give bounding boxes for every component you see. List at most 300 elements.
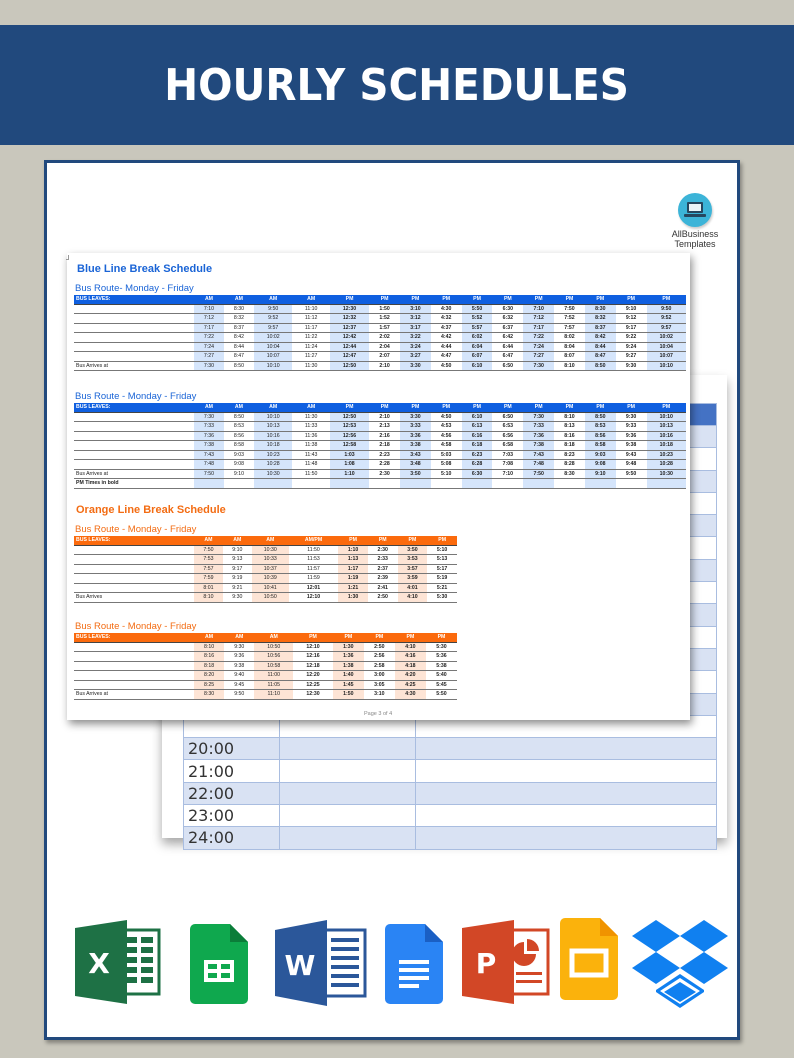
period-header: PM xyxy=(426,633,457,642)
time-cell: 9:17 xyxy=(616,323,647,333)
period-header: PM xyxy=(492,295,523,304)
time-cell: 9:52 xyxy=(254,314,293,324)
time-cell: 2:39 xyxy=(368,574,398,584)
row-label xyxy=(74,450,194,460)
schedule-row xyxy=(74,583,457,593)
time-cell: 7:50 xyxy=(194,545,223,555)
brand-logo[interactable] xyxy=(664,193,726,249)
time-cell: 7:30 xyxy=(194,412,224,422)
time-cell: 10:07 xyxy=(254,352,293,362)
period-header: PM xyxy=(293,633,333,642)
time-cell: 9:50 xyxy=(616,469,647,479)
schedule-row xyxy=(74,361,686,371)
time-cell: 9:50 xyxy=(224,690,254,700)
time-cell: 3:33 xyxy=(400,422,431,432)
time-cell: 9:50 xyxy=(647,304,686,314)
period-header: AM xyxy=(224,633,254,642)
time-cell: 6:13 xyxy=(462,422,493,432)
blue-route2-table xyxy=(74,403,686,489)
time-cell: 8:32 xyxy=(224,314,254,324)
time-cell: 8:56 xyxy=(224,431,254,441)
time-cell: 5:19 xyxy=(427,574,457,584)
time-cell: 9:48 xyxy=(616,460,647,470)
brand-line1: AllBusiness xyxy=(671,229,719,239)
time-cell: 9:08 xyxy=(224,460,254,470)
time-cell: 2:37 xyxy=(368,564,398,574)
time-cell: 9:43 xyxy=(616,450,647,460)
time-cell: 12:56 xyxy=(330,431,369,441)
schedule-cell[interactable] xyxy=(416,827,717,849)
svg-text:X: X xyxy=(88,947,110,980)
time-cell: 5:38 xyxy=(426,661,457,671)
time-cell: 11:12 xyxy=(292,314,329,324)
time-cell: 6:07 xyxy=(462,352,493,362)
period-header: PM xyxy=(333,633,364,642)
google-slides-icon[interactable] xyxy=(560,918,618,1000)
period-header: PM xyxy=(330,295,369,304)
period-header: PM xyxy=(398,536,428,545)
time-cell xyxy=(647,479,686,489)
word-icon[interactable] xyxy=(275,920,367,1006)
time-cell: 10:37 xyxy=(252,564,289,574)
time-cell: 6:16 xyxy=(462,431,493,441)
time-cell: 8:04 xyxy=(554,342,585,352)
schedule-row xyxy=(74,342,686,352)
time-cell: 2:41 xyxy=(368,583,398,593)
period-header: AM/PM xyxy=(289,536,338,545)
time-cell: 10:50 xyxy=(254,642,293,652)
row-label xyxy=(74,661,194,671)
time-cell: 3:43 xyxy=(400,450,431,460)
time-cell: 4:50 xyxy=(431,412,462,422)
time-cell: 8:10 xyxy=(194,642,224,652)
time-cell: 3:17 xyxy=(400,323,431,333)
page-number: Page 3 of 4 xyxy=(364,711,393,717)
row-label xyxy=(74,555,194,565)
time-cell[interactable]: 23:00 xyxy=(184,805,280,827)
time-cell: 12:47 xyxy=(330,352,369,362)
time-cell: 5:13 xyxy=(427,555,457,565)
schedule-row xyxy=(74,652,457,662)
time-cell: 2:13 xyxy=(369,422,400,432)
schedule-cell[interactable] xyxy=(416,738,717,760)
time-cell: 9:52 xyxy=(647,314,686,324)
time-cell: 10:07 xyxy=(647,352,686,362)
time-cell: 5:17 xyxy=(427,564,457,574)
excel-icon[interactable] xyxy=(75,920,161,1004)
time-cell: 12:30 xyxy=(293,690,333,700)
time-cell: 7:36 xyxy=(194,431,224,441)
time-cell: 9:10 xyxy=(616,304,647,314)
time-cell: 3:59 xyxy=(398,574,428,584)
google-sheets-icon[interactable] xyxy=(190,924,250,1004)
bus-leaves-label: BUS LEAVES: xyxy=(74,536,194,545)
time-cell: 8:30 xyxy=(585,304,616,314)
time-cell: 2:02 xyxy=(369,333,400,343)
time-cell xyxy=(492,479,523,489)
row-label xyxy=(74,314,194,324)
time-cell: 4:18 xyxy=(395,661,426,671)
schedule-row xyxy=(74,460,686,470)
time-cell: 10:04 xyxy=(647,342,686,352)
time-cell: 6:18 xyxy=(462,441,493,451)
time-cell: 10:50 xyxy=(252,593,289,603)
period-header: PM xyxy=(616,403,647,412)
time-cell: 10:02 xyxy=(647,333,686,343)
period-header: AM xyxy=(223,536,252,545)
time-cell: 6:10 xyxy=(462,361,493,371)
time-cell: 8:10 xyxy=(554,361,585,371)
time-cell: 5:40 xyxy=(426,671,457,681)
row-label xyxy=(74,352,194,362)
time-cell: 12:16 xyxy=(293,652,333,662)
schedule-row xyxy=(74,323,686,333)
time-cell: 3:50 xyxy=(398,545,428,555)
time-cell: 6:02 xyxy=(462,333,493,343)
schedule-row xyxy=(74,431,686,441)
time-cell: 8:25 xyxy=(194,680,224,690)
hourly-row xyxy=(184,782,717,804)
time-cell: 12:10 xyxy=(293,642,333,652)
svg-text:P: P xyxy=(475,947,497,980)
time-cell: 10:33 xyxy=(252,555,289,565)
time-cell: 7:10 xyxy=(523,304,554,314)
time-cell: 2:30 xyxy=(368,545,398,555)
time-cell: 7:10 xyxy=(492,469,523,479)
time-cell: 6:10 xyxy=(462,412,493,422)
row-label xyxy=(74,652,194,662)
schedule-cell[interactable] xyxy=(280,805,416,827)
time-cell: 7:50 xyxy=(523,469,554,479)
time-cell: 3:12 xyxy=(400,314,431,324)
brand-name xyxy=(664,229,726,249)
time-cell: 7:24 xyxy=(194,342,224,352)
row-label xyxy=(74,342,194,352)
time-cell: 6:32 xyxy=(492,314,523,324)
row-label xyxy=(74,642,194,652)
row-label xyxy=(74,431,194,441)
time-cell: 6:53 xyxy=(492,422,523,432)
orange-route1-table xyxy=(74,536,457,603)
schedule-cell[interactable] xyxy=(280,782,416,804)
time-cell: 2:58 xyxy=(364,661,395,671)
schedule-header-row xyxy=(74,633,457,642)
time-cell: 6:28 xyxy=(462,460,493,470)
time-cell: 8:50 xyxy=(224,412,254,422)
time-cell xyxy=(369,479,400,489)
schedule-row xyxy=(74,671,457,681)
time-cell: 11:50 xyxy=(292,469,329,479)
schedule-cell[interactable] xyxy=(416,805,717,827)
time-cell: 5:30 xyxy=(426,642,457,652)
time-cell: 10:56 xyxy=(254,652,293,662)
schedule-cell[interactable] xyxy=(416,782,717,804)
time-cell: 4:20 xyxy=(395,671,426,681)
period-header: AM xyxy=(254,295,293,304)
time-cell: 7:38 xyxy=(523,441,554,451)
time-cell: 7:48 xyxy=(523,460,554,470)
period-header: PM xyxy=(647,295,686,304)
period-header: PM xyxy=(427,536,457,545)
time-cell: 10:16 xyxy=(254,431,293,441)
time-cell: 3:30 xyxy=(400,361,431,371)
time-cell: 3:38 xyxy=(400,441,431,451)
time-cell: 10:02 xyxy=(254,333,293,343)
time-cell: 11:38 xyxy=(292,441,329,451)
time-cell: 6:42 xyxy=(492,333,523,343)
time-cell: 10:41 xyxy=(252,583,289,593)
period-header: PM xyxy=(400,295,431,304)
time-cell: 12:18 xyxy=(293,661,333,671)
time-cell: 12:37 xyxy=(330,323,369,333)
laptop-icon xyxy=(678,193,712,227)
time-cell: 1:13 xyxy=(338,555,368,565)
time-cell[interactable]: 21:00 xyxy=(184,760,280,782)
time-cell: 8:50 xyxy=(585,361,616,371)
period-header: AM xyxy=(194,633,224,642)
time-cell: 2:30 xyxy=(369,469,400,479)
time-cell: 7:59 xyxy=(194,574,223,584)
row-label xyxy=(74,460,194,470)
schedule-header-row xyxy=(74,536,457,545)
time-cell: 3:57 xyxy=(398,564,428,574)
time-cell: 2:28 xyxy=(369,460,400,470)
time-cell: 8:58 xyxy=(224,441,254,451)
time-cell: 2:07 xyxy=(369,352,400,362)
time-cell xyxy=(554,479,585,489)
time-cell: 2:10 xyxy=(369,361,400,371)
time-cell: 9:03 xyxy=(585,450,616,460)
time-cell: 6:37 xyxy=(492,323,523,333)
time-cell: 6:50 xyxy=(492,361,523,371)
time-cell: 7:27 xyxy=(194,352,224,362)
time-cell: 9:10 xyxy=(585,469,616,479)
time-cell[interactable]: 24:00 xyxy=(184,827,280,849)
row-label xyxy=(74,412,194,422)
time-cell: 6:23 xyxy=(462,450,493,460)
schedule-cell[interactable] xyxy=(416,760,717,782)
time-cell: 1:40 xyxy=(333,671,364,681)
time-cell: 10:13 xyxy=(254,422,293,432)
time-cell: 11:10 xyxy=(292,304,329,314)
time-cell: 2:04 xyxy=(369,342,400,352)
time-cell: 8:30 xyxy=(554,469,585,479)
orange-route2-table xyxy=(74,633,457,700)
time-cell xyxy=(194,479,224,489)
row-label xyxy=(74,441,194,451)
time-cell: 4:32 xyxy=(431,314,462,324)
bus-leaves-label: BUS LEAVES: xyxy=(74,403,194,412)
schedule-header-row xyxy=(74,295,686,304)
time-cell: 8:53 xyxy=(585,422,616,432)
time-cell: 3:05 xyxy=(364,680,395,690)
time-cell: 2:50 xyxy=(364,642,395,652)
time-cell: 8:47 xyxy=(224,352,254,362)
time-cell: 8:10 xyxy=(554,412,585,422)
schedule-row xyxy=(74,412,686,422)
time-cell: 7:38 xyxy=(194,441,224,451)
time-cell: 4:42 xyxy=(431,333,462,343)
row-label: Bus Arrives at xyxy=(74,361,194,371)
time-cell: 6:44 xyxy=(492,342,523,352)
row-label xyxy=(74,323,194,333)
time-cell: 10:18 xyxy=(254,441,293,451)
format-icons-row xyxy=(72,918,732,1008)
time-cell: 9:13 xyxy=(223,555,252,565)
google-docs-icon[interactable] xyxy=(385,924,445,1004)
time-cell xyxy=(224,479,254,489)
time-cell: 3:10 xyxy=(364,690,395,700)
time-cell: 4:10 xyxy=(398,593,428,603)
time-cell: 4:16 xyxy=(395,652,426,662)
period-header: PM xyxy=(492,403,523,412)
schedule-header-row xyxy=(74,403,686,412)
time-cell: 12:30 xyxy=(330,304,369,314)
time-cell: 4:37 xyxy=(431,323,462,333)
schedule-row xyxy=(74,574,457,584)
row-label: PM Times in bold xyxy=(74,479,194,489)
blue-route1-subtitle: Bus Route- Monday - Friday xyxy=(75,283,194,294)
period-header: AM xyxy=(194,403,224,412)
time-cell: 7:43 xyxy=(523,450,554,460)
time-cell: 9:03 xyxy=(224,450,254,460)
time-cell: 8:07 xyxy=(554,352,585,362)
time-cell: 8:50 xyxy=(585,412,616,422)
time-cell: 4:25 xyxy=(395,680,426,690)
time-cell: 2:50 xyxy=(368,593,398,603)
time-cell: 8:37 xyxy=(224,323,254,333)
time-cell: 1:50 xyxy=(333,690,364,700)
orange-line-title: Orange Line Break Schedule xyxy=(76,504,226,516)
time-cell: 7:57 xyxy=(554,323,585,333)
time-cell: 9:10 xyxy=(224,469,254,479)
time-cell: 11:33 xyxy=(292,422,329,432)
time-cell: 9:27 xyxy=(616,352,647,362)
time-cell: 10:04 xyxy=(254,342,293,352)
period-header: PM xyxy=(364,633,395,642)
time-cell: 12:20 xyxy=(293,671,333,681)
schedule-row xyxy=(74,642,457,652)
schedule-row xyxy=(74,661,457,671)
time-cell: 10:10 xyxy=(254,361,293,371)
time-cell: 4:44 xyxy=(431,342,462,352)
time-cell: 3:27 xyxy=(400,352,431,362)
page-corner-mark xyxy=(66,255,69,260)
blue-line-title: Blue Line Break Schedule xyxy=(77,263,213,275)
row-label: Bus Arrives at xyxy=(74,690,194,700)
time-cell: 6:50 xyxy=(492,412,523,422)
page-title: HOURLY SCHEDULES xyxy=(164,59,630,111)
schedule-row xyxy=(74,564,457,574)
time-cell: 11:00 xyxy=(254,671,293,681)
brand-line2: Templates xyxy=(674,239,716,249)
time-cell: 8:44 xyxy=(585,342,616,352)
time-cell: 1:17 xyxy=(338,564,368,574)
blue-route1-table xyxy=(74,295,686,371)
dropbox-icon[interactable] xyxy=(632,920,728,1008)
schedule-row xyxy=(74,333,686,343)
time-cell: 9:22 xyxy=(616,333,647,343)
hourly-row xyxy=(184,805,717,827)
time-cell xyxy=(292,479,329,489)
period-header: PM xyxy=(369,403,400,412)
time-cell: 7:03 xyxy=(492,450,523,460)
period-header: PM xyxy=(395,633,426,642)
schedule-row xyxy=(74,593,457,603)
time-cell[interactable]: 20:00 xyxy=(184,738,280,760)
time-cell: 1:36 xyxy=(333,652,364,662)
time-cell: 2:16 xyxy=(369,431,400,441)
time-cell: 10:13 xyxy=(647,422,686,432)
time-cell: 6:30 xyxy=(462,469,493,479)
time-cell: 8:47 xyxy=(585,352,616,362)
time-cell: 2:23 xyxy=(369,450,400,460)
time-cell: 7:08 xyxy=(492,460,523,470)
row-label xyxy=(74,422,194,432)
time-cell: 7:52 xyxy=(554,314,585,324)
time-cell: 9:57 xyxy=(647,323,686,333)
schedule-row xyxy=(74,314,686,324)
schedule-row xyxy=(74,304,686,314)
time-cell: 9:30 xyxy=(223,593,252,603)
time-cell: 8:13 xyxy=(554,422,585,432)
orange-route1-subtitle: Bus Route - Monday - Friday xyxy=(75,524,197,535)
time-cell: 1:50 xyxy=(369,304,400,314)
time-cell: 12:01 xyxy=(289,583,338,593)
time-cell: 9:10 xyxy=(223,545,252,555)
schedule-row xyxy=(74,422,686,432)
time-cell: 7:33 xyxy=(523,422,554,432)
time-cell: 4:53 xyxy=(431,422,462,432)
time-cell: 9:12 xyxy=(616,314,647,324)
time-cell: 7:36 xyxy=(523,431,554,441)
time-cell: 6:04 xyxy=(462,342,493,352)
blue-route2-subtitle: Bus Route - Monday - Friday xyxy=(75,391,197,402)
time-cell: 6:47 xyxy=(492,352,523,362)
time-cell[interactable]: 22:00 xyxy=(184,782,280,804)
time-cell: 7:12 xyxy=(523,314,554,324)
time-cell: 8:58 xyxy=(585,441,616,451)
time-cell: 3:00 xyxy=(364,671,395,681)
time-cell: 2:33 xyxy=(368,555,398,565)
powerpoint-icon[interactable] xyxy=(462,920,552,1004)
time-cell: 10:30 xyxy=(647,469,686,479)
time-cell: 5:45 xyxy=(426,680,457,690)
period-header: PM xyxy=(647,403,686,412)
time-cell: 8:42 xyxy=(585,333,616,343)
time-cell: 7:10 xyxy=(194,304,224,314)
row-label: Bus Arrives xyxy=(74,593,194,603)
period-header: AM xyxy=(194,536,223,545)
schedule-cell[interactable] xyxy=(280,738,416,760)
period-header: AM xyxy=(252,536,289,545)
time-cell: 7:17 xyxy=(194,323,224,333)
schedule-cell[interactable] xyxy=(280,827,416,849)
time-cell: 11:59 xyxy=(289,574,338,584)
time-cell: 11:22 xyxy=(292,333,329,343)
period-header: PM xyxy=(554,295,585,304)
time-cell: 1:45 xyxy=(333,680,364,690)
period-header: AM xyxy=(194,295,224,304)
schedule-row xyxy=(74,479,686,489)
time-cell: 12:25 xyxy=(293,680,333,690)
period-header: AM xyxy=(254,403,293,412)
bus-leaves-label: BUS LEAVES: xyxy=(74,633,194,642)
schedule-cell[interactable] xyxy=(280,760,416,782)
time-cell: 9:33 xyxy=(616,422,647,432)
time-cell: 3:24 xyxy=(400,342,431,352)
schedule-row xyxy=(74,555,457,565)
